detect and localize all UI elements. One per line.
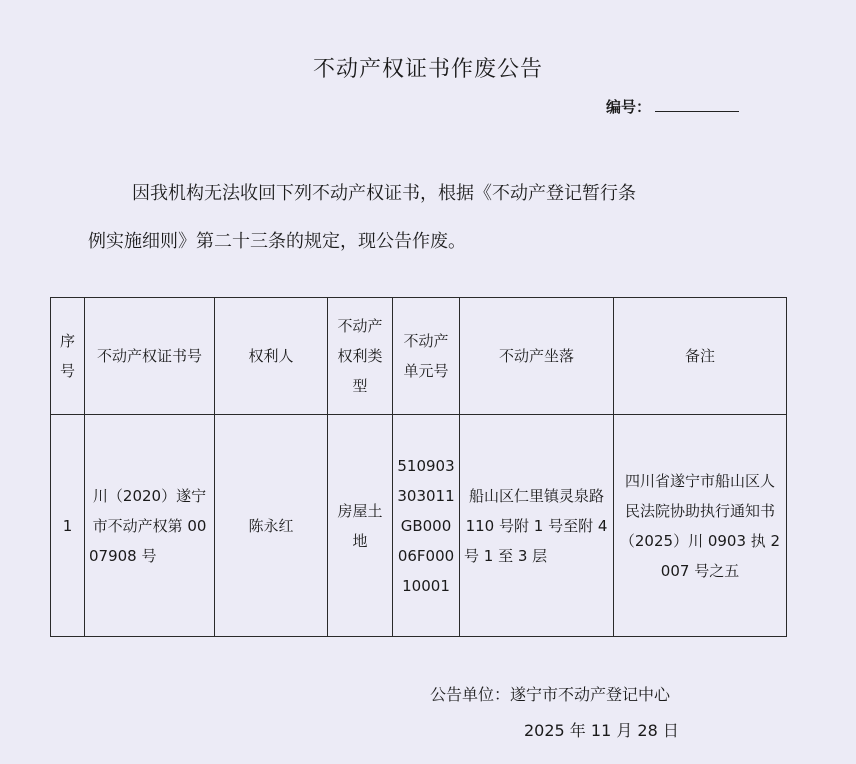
header-unit-no: 不动产单元号 (393, 298, 460, 415)
header-right-type: 不动产权利类型 (328, 298, 393, 415)
header-seq: 序号 (51, 298, 85, 415)
certificate-table (50, 297, 787, 637)
page-title: 不动产权证书作废公告 (312, 57, 543, 82)
cell-owner: 陈永红 (215, 415, 328, 637)
serial-number (606, 96, 739, 117)
serial-label: 编号： (606, 98, 652, 116)
header-location: 不动产坐落 (460, 298, 614, 415)
cell-right-type: 房屋土地 (328, 415, 393, 637)
header-cert-no: 不动产权证书号 (85, 298, 215, 415)
header-remark: 备注 (614, 298, 787, 415)
announcement-paragraph-line1: 因我机构无法收回下列不动产权证书，根据《不动产登记暂行条 (132, 183, 636, 204)
cell-cert-no: 川（2020）遂宁市不动产权第 0007908 号 (85, 415, 215, 637)
cell-location: 船山区仁里镇灵泉路 110 号附 1 号至附 4 号 1 至 3 层 (460, 415, 614, 637)
date-line: 2025 年 11 月 28 日 (524, 721, 679, 740)
cell-remark: 四川省遂宁市船山区人民法院协助执行通知书（2025）川 0903 执 2007 号之五 (614, 415, 787, 637)
announcement-paragraph-line2: 例实施细则》第二十三条的规定，现公告作废。 (88, 231, 466, 252)
serial-blank-line (655, 97, 739, 112)
table-row (51, 415, 787, 637)
header-owner: 权利人 (215, 298, 328, 415)
cell-unit-no: 510903303011GB00006F00010001 (393, 415, 460, 637)
cell-seq: 1 (51, 415, 85, 637)
issuer-line: 公告单位：遂宁市不动产登记中心 (430, 685, 671, 704)
table-header-row (51, 298, 787, 415)
